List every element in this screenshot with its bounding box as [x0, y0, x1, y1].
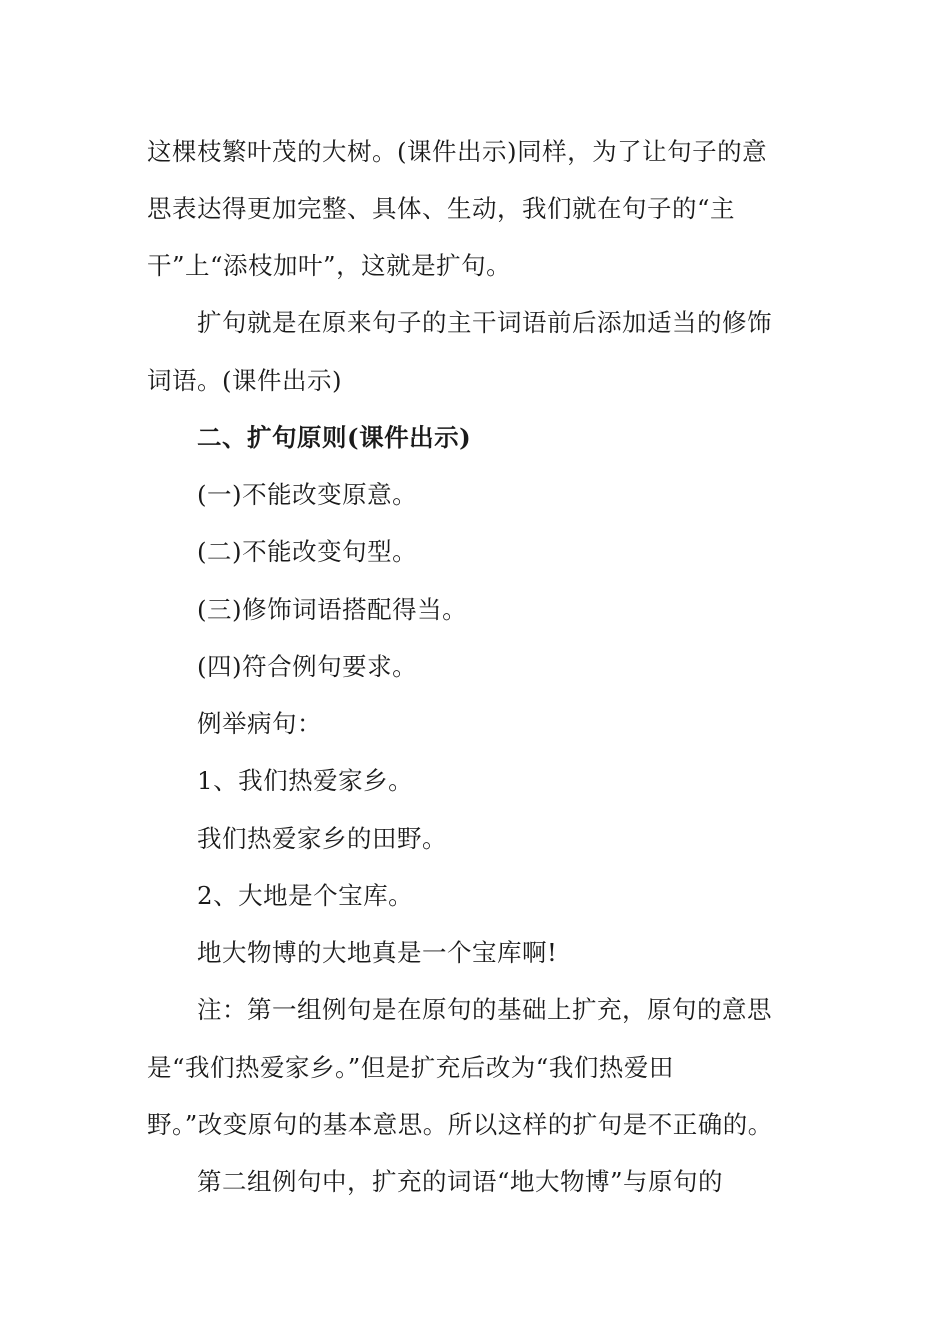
example-1-original: 1、我们热爱家乡。: [197, 766, 414, 795]
note-line-1: 注：第一组例句是在原句的基础上扩充，原句的意思: [197, 995, 772, 1024]
principle-item-3: (三)修饰词语搭配得当。: [197, 595, 468, 624]
paragraph-line-2: 思表达得更加完整、具体、生动，我们就在句子的“主: [147, 194, 736, 223]
example-2-original: 2、大地是个宝库。: [197, 881, 414, 910]
section-heading: 二、扩句原则(课件出示): [197, 423, 472, 452]
note-line-4: 第二组例句中，扩充的词语“地大物博”与原句的: [197, 1167, 724, 1196]
paragraph-line-4: 扩句就是在原来句子的主干词语前后添加适当的修饰: [197, 308, 772, 337]
paragraph-line-3: 干”上“添枝加叶”，这就是扩句。: [147, 251, 512, 280]
note-line-3: 野。”改变原句的基本意思。所以这样的扩句是不正确的。: [147, 1110, 773, 1139]
example-1-expanded: 我们热爱家乡的田野。: [197, 824, 447, 853]
note-line-2: 是“我们热爱家乡。”但是扩充后改为“我们热爱田: [147, 1053, 674, 1082]
principle-item-1: (一)不能改变原意。: [197, 480, 418, 509]
paragraph-line-5: 词语。(课件出示): [147, 366, 343, 395]
paragraph-line-1: 这棵枝繁叶茂的大树。(课件出示)同样，为了让句子的意: [147, 137, 768, 166]
example-heading: 例举病句：: [197, 709, 322, 738]
principle-item-4: (四)符合例句要求。: [197, 652, 418, 681]
principle-item-2: (二)不能改变句型。: [197, 537, 418, 566]
example-2-expanded: 地大物博的大地真是一个宝库啊!: [197, 938, 558, 967]
